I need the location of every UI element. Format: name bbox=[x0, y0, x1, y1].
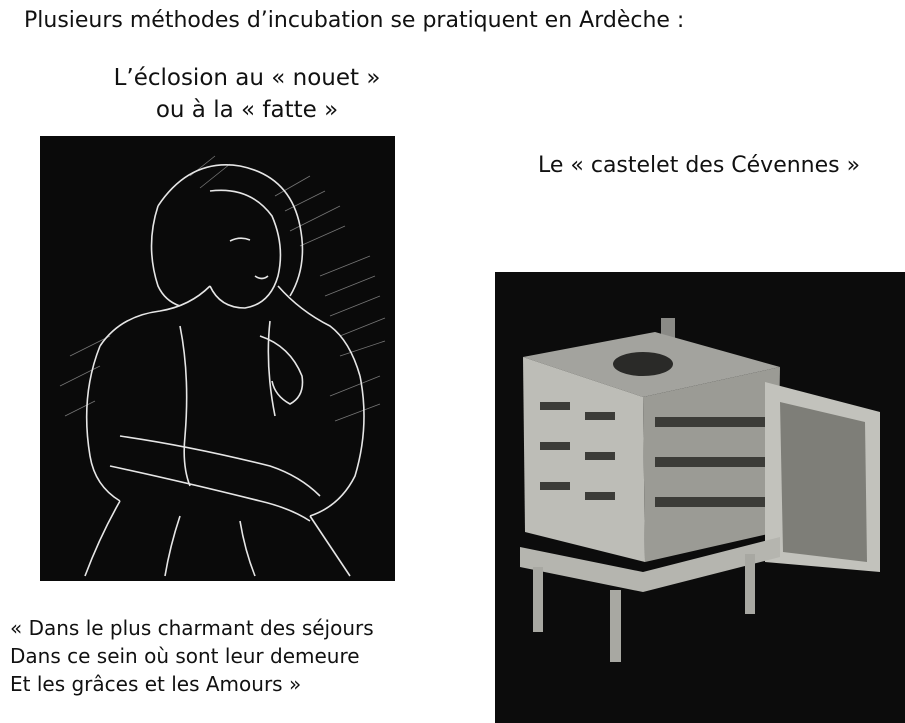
quote-line-1: « Dans le plus charmant des séjours bbox=[10, 616, 374, 640]
quote-line-2: Dans ce sein où sont leur demeure bbox=[10, 644, 360, 668]
quote-line-3: Et les grâces et les Amours » bbox=[10, 672, 302, 696]
woman-engraving-image bbox=[40, 136, 395, 581]
right-caption: Le « castelet des Cévennes » bbox=[538, 153, 861, 178]
left-caption-line1: L’éclosion au « nouet » bbox=[113, 65, 381, 91]
left-caption bbox=[96, 62, 398, 126]
poem-quote bbox=[10, 614, 374, 698]
page-title: Plusieurs méthodes d’incubation se pratiquent en Ardèche : bbox=[24, 8, 685, 33]
left-caption-line2: ou à la « fatte » bbox=[155, 97, 339, 123]
castelet-stove-image bbox=[495, 272, 905, 723]
